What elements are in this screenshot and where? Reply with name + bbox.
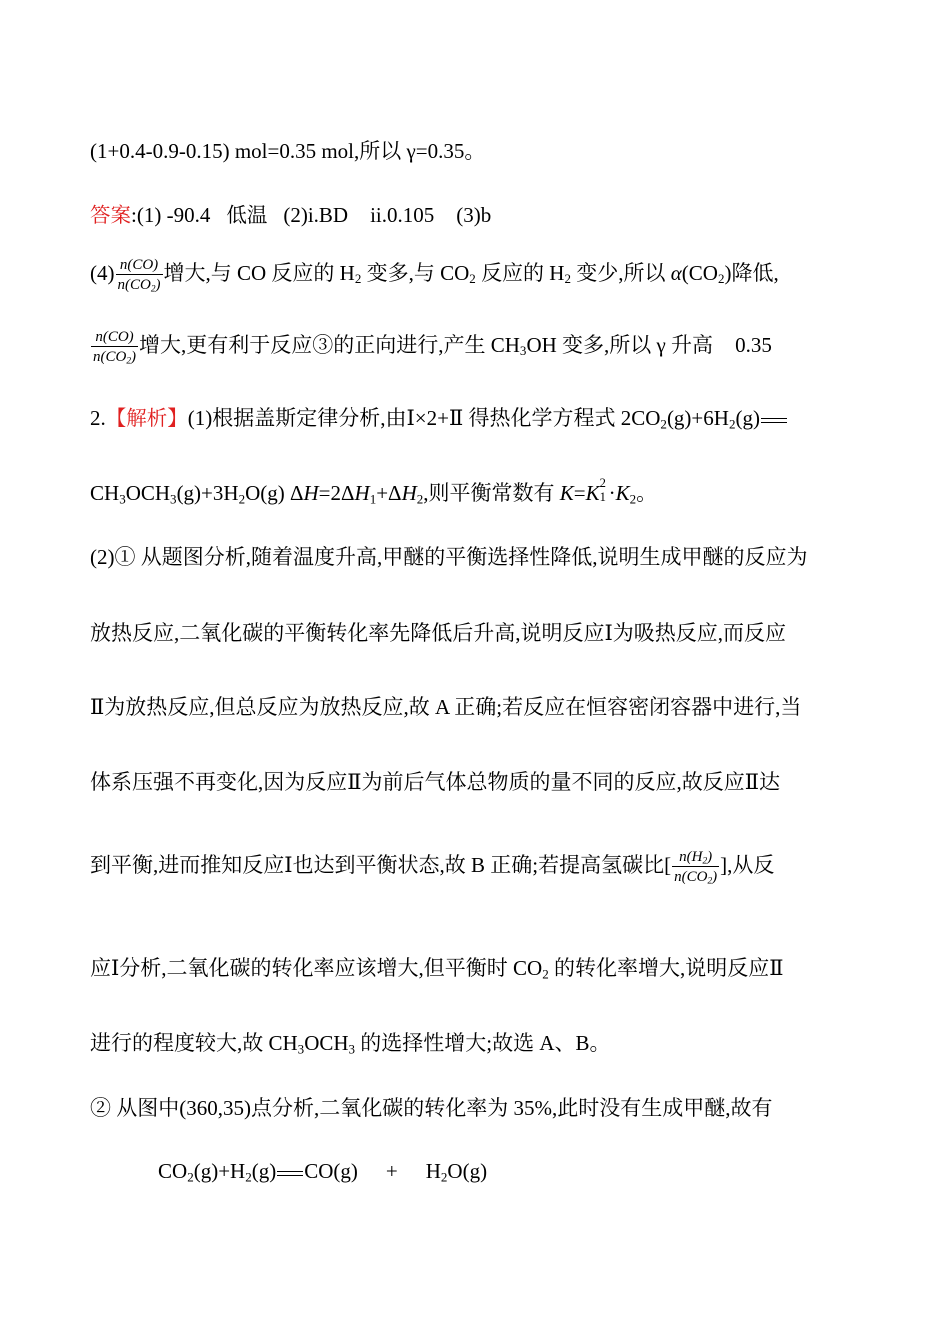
- paragraph-line: 应Ⅰ分析,二氧化碳的转化率应该增大,但平衡时 $CO_2$ 的转化率增大,说明反应Ⅱ: [90, 956, 784, 982]
- paragraph-line: 放热反应,二氧化碳的平衡转化率先降低后升高,说明反应Ⅰ为吸热反应,而反应: [90, 621, 787, 645]
- paragraph-line: ② 从图中(360,35)点分析,二氧化碳的转化率为 35%,此时没有生成甲醚,故有: [90, 1096, 773, 1120]
- answer-4-continued: $\frac{n(CO)}{n(CO_2)}$ 增大,更有利于反应③的正向进行,产生 $CH_3OH$ 变多,所以 γ 升高 0.35: [93, 329, 772, 367]
- equation-line: $CH_3OCH_3(g)+3H_2O(g)$ $\Delta H=2\Delta H_1+\Delta H_2$,则平衡常数有 K=K 2 1 $\cdot K_2$。: [90, 476, 658, 507]
- answer-4-line: (4) $\frac{n(CO)}{n(CO_2)}$ 增大,与 CO 反应的 $H_2$ 变多,与 $CO_2$ 反应的 $H_2$ 变少,所以 $\alpha(CO_2)$降低,: [90, 257, 779, 295]
- equilibrium-arrow-icon: [277, 1169, 303, 1177]
- ratio-fraction: $\frac{n(CO)}{n(CO_2)}$: [117, 257, 161, 295]
- paragraph-line: (2)① 从题图分析,随着温度升高,甲醚的平衡选择性降低,说明生成甲醚的反应为: [90, 545, 808, 569]
- analysis-label: 【解析】: [105, 406, 188, 430]
- paragraph-line: 体系压强不再变化,因为反应Ⅱ为前后气体总物质的量不同的反应,故反应Ⅱ达: [90, 770, 781, 794]
- h-c-ratio-fraction: $\frac{n(H_2)}{n(CO_2)}$: [674, 849, 718, 887]
- answer-label: 答案: [90, 203, 131, 227]
- answer-calc-line: (1+0.4-0.9-0.15) mol=0.35 mol,所以 γ=0.35。: [90, 139, 486, 163]
- answer-line: 答案:(1) -90.4 低温 (2)i.BD ii.0.105 (3)b: [90, 203, 492, 227]
- equilibrium-arrow-icon: [761, 416, 787, 424]
- paragraph-line: 进行的程度较大,故 $CH_3OCH_3$ 的选择性增大;故选 A、B。: [90, 1031, 611, 1057]
- paragraph-line: Ⅱ为放热反应,但总反应为放热反应,故 A 正确;若反应在恒容密闭容器中进行,当: [90, 695, 802, 719]
- analysis-2-heading: 2.【解析】(1)根据盖斯定律分析,由Ⅰ×2+Ⅱ 得热化学方程式 $2CO_2(g)+6H_2(g)$: [90, 405, 788, 432]
- reaction-equation: $CO_2(g)+H_2(g) CO(g) + H_2O(g)$: [158, 1159, 488, 1185]
- ratio-fraction: $\frac{n(CO)}{n(CO_2)}$: [93, 329, 136, 367]
- paragraph-line: 到平衡,进而推知反应Ⅰ也达到平衡状态,故 B 正确;若提高氢碳比[ $\frac{n(H_2)}{n(CO_2)}$ ],从反: [90, 849, 775, 887]
